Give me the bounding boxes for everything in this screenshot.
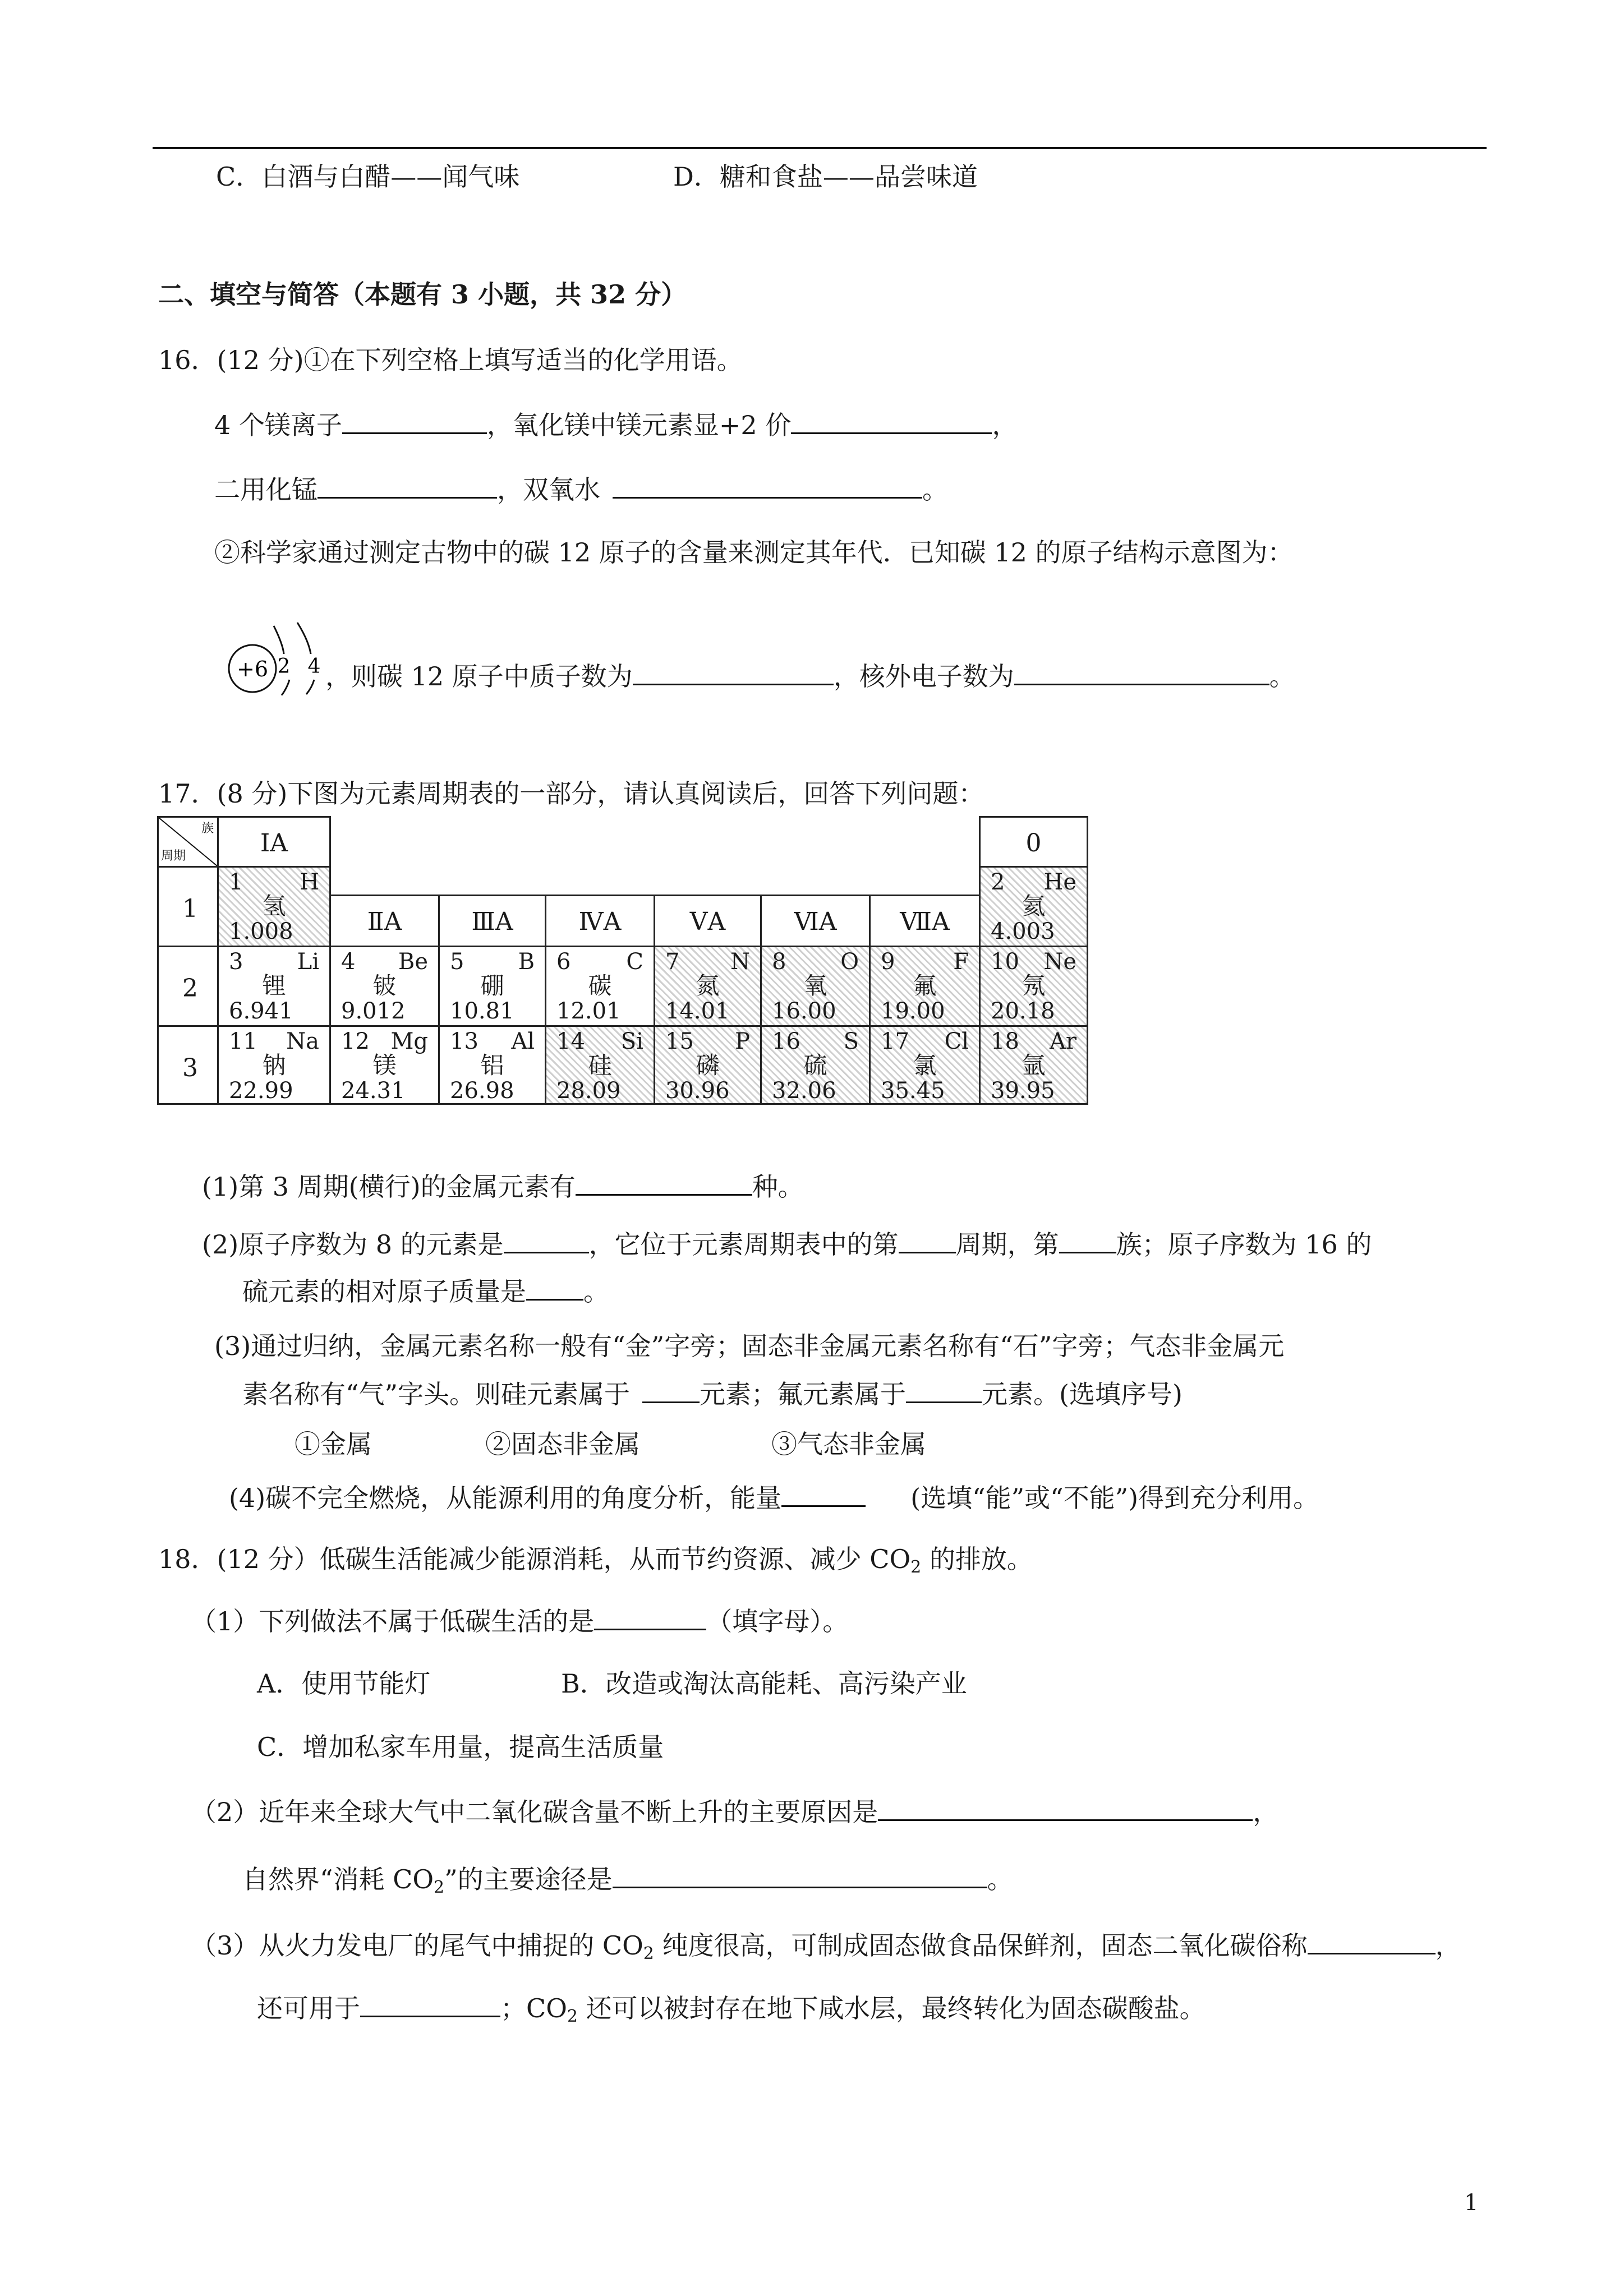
element-symbol: Be	[398, 949, 428, 975]
element-name: 锂	[262, 972, 286, 999]
q18-stem-text-b: 的排放。	[921, 1544, 1033, 1574]
q17-p2-text-f: 。	[583, 1276, 609, 1307]
q17-p3-text-b: 素名称有“气”字头。则硅元素属于	[242, 1379, 631, 1409]
element-number: 3	[229, 949, 243, 975]
element-number: 16	[772, 1029, 801, 1054]
element-mass: 30.96	[665, 1078, 730, 1104]
period-3-cell	[157, 1025, 219, 1105]
header-rule	[153, 147, 1487, 149]
element-number: 11	[229, 1029, 257, 1054]
element-cell-s	[760, 1025, 871, 1105]
element-mass: 32.06	[772, 1078, 836, 1104]
q16-line3-text-c: 。	[1269, 661, 1295, 691]
group-header-va	[654, 895, 762, 947]
element-symbol: Ar	[1049, 1029, 1076, 1054]
element-number: 15	[665, 1029, 694, 1054]
q17-p1-text-a: (1)第 3 周期(横行)的金属元素有	[202, 1172, 576, 1202]
q18-part2-cont	[242, 1862, 1013, 1896]
q17-part4	[229, 1481, 1319, 1515]
atom-shell1-label: 2	[277, 655, 291, 678]
element-number: 4	[341, 949, 356, 975]
element-number: 13	[450, 1029, 479, 1054]
element-mass: 26.98	[450, 1078, 514, 1104]
q17-stem: 17．(8 分)下图为元素周期表的一部分，请认真阅读后，回答下列问题：	[158, 778, 984, 809]
q16-blank-mno2[interactable]	[318, 472, 497, 499]
element-symbol: N	[730, 949, 750, 975]
q16-line3-text-b: ，核外电子数为	[833, 661, 1014, 691]
q18-blank-co2-rise[interactable]	[878, 1795, 1253, 1821]
group-label-ia: ⅠA	[260, 829, 288, 857]
q18-stem	[158, 1542, 1033, 1576]
element-mass: 22.99	[229, 1078, 293, 1104]
element-symbol: O	[840, 949, 859, 975]
q17-blank-s-mass[interactable]	[526, 1274, 583, 1301]
q18-stem-text-a: 18．(12 分）低碳生活能减少能源消耗，从而节约资源、减少 CO	[158, 1544, 911, 1574]
q16-line2-text-c: 。	[922, 474, 948, 505]
q16-line2-text-a: 二用化锰	[214, 474, 318, 505]
q16-line3-text-a: ，则碳 12 原子中质子数为	[325, 661, 633, 691]
q17-part3: (3)通过归纳，金属元素名称一般有“金”字旁；固态非金属元素名称有“石”字旁；气态非金属元	[214, 1331, 1285, 1361]
q17-blank-metal-count[interactable]	[576, 1169, 752, 1196]
q17-blank-element8[interactable]	[504, 1227, 589, 1253]
element-name: 氟	[913, 972, 937, 999]
element-name: 氩	[1022, 1052, 1046, 1079]
q17-p2-text-b: ，它位于元素周期表中的第	[588, 1229, 899, 1260]
group-header-0	[979, 816, 1088, 868]
element-name: 氖	[1022, 972, 1046, 999]
element-cell-p	[654, 1025, 762, 1105]
element-symbol: B	[518, 949, 535, 975]
element-cell-b	[438, 946, 546, 1027]
q17-part2-cont	[242, 1274, 609, 1308]
element-mass: 39.95	[991, 1078, 1055, 1104]
period-1-label: 1	[182, 895, 198, 923]
q18-part3-cont	[257, 1991, 1206, 2025]
group-label-0: 0	[1025, 829, 1042, 857]
element-name: 氧	[803, 972, 827, 999]
atom-nucleus-label: +6	[236, 657, 269, 681]
q18-p2-subscript: 2	[434, 1878, 445, 1897]
q16-line2-text-b: ，双氧水	[497, 474, 600, 505]
q17-option-2: ②固态非金属	[485, 1429, 640, 1459]
q16-line1-text-c: ，	[992, 410, 1018, 440]
option-c: C．白酒与白醋——闻气味	[216, 162, 520, 192]
q17-p2-text-e: 硫元素的相对原子质量是	[242, 1276, 526, 1307]
element-number: 6	[556, 949, 571, 975]
q18-p2-text-b: ，	[1253, 1797, 1279, 1827]
element-mass: 24.31	[341, 1078, 406, 1104]
corner-period-label: 周期	[161, 849, 186, 863]
group-header-iva	[545, 895, 655, 947]
element-mass: 28.09	[556, 1078, 621, 1104]
group-header-via	[760, 895, 871, 947]
period-3-label: 3	[182, 1054, 198, 1082]
q16-line1-text-a: 4 个镁离子	[214, 410, 342, 440]
element-name: 硼	[480, 972, 504, 999]
element-cell-na	[217, 1025, 331, 1105]
q17-blank-group[interactable]	[1059, 1227, 1116, 1253]
element-name: 氢	[262, 892, 286, 920]
group-header-ia	[217, 816, 331, 868]
q18-stem-subscript: 2	[910, 1557, 922, 1577]
carbon-atom-diagram	[218, 617, 296, 695]
element-symbol: C	[626, 949, 643, 975]
element-number: 2	[991, 869, 1005, 895]
q16-part2: ②科学家通过测定古物中的碳 12 原子的含量来测定其年代．已知碳 12 的原子结构示意图为：	[214, 537, 1294, 568]
element-number: 5	[450, 949, 464, 975]
element-cell-si	[545, 1025, 655, 1105]
q18-part3	[191, 1928, 1461, 1962]
element-mass: 14.01	[665, 998, 730, 1024]
element-cell-al	[438, 1025, 546, 1105]
element-cell-ne	[979, 946, 1088, 1027]
group-label-iiia: ⅢA	[471, 907, 513, 936]
q16-stem: 16．(12 分)①在下列空格上填写适当的化学用语。	[158, 345, 743, 375]
option-d: D．糖和食盐——品尝味道	[673, 162, 978, 192]
q18-blank-co2-consume[interactable]	[613, 1862, 987, 1888]
q18-p2-text-a: （2）近年来全球大气中二氧化碳含量不断上升的主要原因是	[191, 1797, 878, 1827]
periodic-table	[157, 816, 1088, 1105]
period-2-cell	[157, 946, 219, 1027]
q18-p3-text-c: ，	[1435, 1930, 1461, 1961]
q18-p3-text-d: 还可用于	[257, 1993, 360, 2023]
element-number: 17	[881, 1029, 909, 1054]
element-name: 钠	[262, 1052, 286, 1079]
element-symbol: Na	[286, 1029, 319, 1054]
q16-line3	[325, 659, 1295, 693]
q17-option-3: ③气态非金属	[771, 1429, 926, 1459]
q18-p3-text-b: 纯度很高，可制成固态做食品保鲜剂，固态二氧化碳俗称	[654, 1930, 1308, 1961]
q18-part1	[191, 1604, 848, 1638]
group-label-via: ⅥA	[794, 907, 837, 936]
element-symbol: P	[735, 1029, 750, 1054]
element-cell-c	[545, 946, 655, 1027]
element-cell-he	[979, 866, 1088, 947]
group-header-viia	[869, 895, 981, 947]
element-symbol: He	[1043, 869, 1076, 895]
q17-blank-si-class[interactable]	[642, 1377, 700, 1403]
page-number: 1	[1464, 2190, 1479, 2216]
atom-shell2-label: 4	[307, 655, 321, 678]
period-2-label: 2	[182, 974, 198, 1003]
element-name: 磷	[696, 1052, 720, 1079]
element-name: 铍	[372, 972, 397, 999]
q16-blank-mg-valence[interactable]	[791, 408, 992, 434]
q16-blank-mg-ion[interactable]	[342, 408, 487, 434]
element-symbol: F	[953, 949, 969, 975]
element-name: 氯	[913, 1052, 937, 1079]
q17-p1-text-b: 种。	[752, 1172, 804, 1202]
element-number: 18	[991, 1029, 1019, 1054]
q17-part1	[202, 1169, 804, 1204]
element-number: 9	[881, 949, 895, 975]
q17-p2-text-c: 周期，第	[955, 1229, 1059, 1260]
element-symbol: H	[300, 869, 319, 895]
element-number: 7	[665, 949, 680, 975]
element-cell-h	[217, 866, 331, 947]
q18-blank-dry-ice[interactable]	[1308, 1928, 1436, 1954]
element-cell-n	[654, 946, 762, 1027]
q18-p3-text-f: 还可以被封存在地下咸水层，最终转化为固态碳酸盐。	[578, 1993, 1206, 2023]
q16-line1	[214, 408, 1018, 442]
element-number: 8	[772, 949, 786, 975]
element-symbol: Cl	[944, 1029, 969, 1054]
q18-part2	[191, 1795, 1278, 1829]
element-name: 硅	[588, 1052, 612, 1079]
q17-part2	[202, 1227, 1372, 1261]
period-1-cell	[157, 866, 219, 947]
element-mass: 16.00	[772, 998, 836, 1024]
q16-line1-text-b: ，氧化镁中镁元素显+2 价	[486, 410, 792, 440]
element-symbol: S	[843, 1029, 859, 1054]
q18-p2-text-d: ”的主要途径是	[444, 1864, 613, 1894]
q18-p3-text-e: ；CO	[500, 1993, 567, 2023]
element-mass: 6.941	[229, 998, 293, 1024]
q17-p3-text-d: 元素。(选填序号)	[982, 1379, 1183, 1409]
element-cell-li	[217, 946, 331, 1027]
element-symbol: Al	[511, 1029, 535, 1054]
group-header-iia	[329, 895, 440, 947]
group-label-viia: ⅦA	[900, 907, 950, 936]
element-cell-cl	[869, 1025, 981, 1105]
group-label-iia: ⅡA	[367, 907, 402, 936]
element-mass: 12.01	[556, 998, 621, 1024]
element-name: 氮	[696, 972, 720, 999]
element-number: 10	[991, 949, 1019, 975]
q18-p2-text-c: 自然界“消耗 CO	[242, 1864, 434, 1894]
element-cell-mg	[329, 1025, 440, 1105]
group-header-iiia	[438, 895, 546, 947]
element-mass: 9.012	[341, 998, 406, 1024]
element-cell-be	[329, 946, 440, 1027]
q17-blank-energy[interactable]	[781, 1481, 866, 1507]
q18-p3e-subscript: 2	[567, 2007, 578, 2026]
element-symbol: Li	[297, 949, 319, 975]
element-name: 硫	[803, 1052, 827, 1079]
q18-p1-text-b: （填字母）。	[706, 1606, 849, 1636]
q16-blank-protons[interactable]	[633, 659, 834, 685]
q17-option-1: ①金属	[295, 1429, 372, 1459]
group-label-iva: ⅣA	[578, 907, 622, 936]
q18-option-b: B．改造或淘汰高能耗、高污染产业	[561, 1668, 967, 1699]
element-mass: 20.18	[991, 998, 1055, 1024]
element-name: 镁	[372, 1052, 397, 1079]
q18-p1-text-a: （1）下列做法不属于低碳生活的是	[191, 1606, 595, 1636]
element-mass: 1.008	[229, 919, 293, 944]
q18-p3-subscript: 2	[643, 1944, 654, 1963]
element-mass: 35.45	[881, 1078, 945, 1104]
element-cell-ar	[979, 1025, 1088, 1105]
q18-blank-not-lowcarbon[interactable]	[594, 1604, 706, 1630]
q17-p2-text-a: (2)原子序数为 8 的元素是	[202, 1229, 504, 1260]
q16-line2	[214, 472, 948, 506]
element-mass: 19.00	[881, 998, 945, 1024]
element-cell-f	[869, 946, 981, 1027]
element-symbol: Mg	[390, 1029, 428, 1054]
element-cell-o	[760, 946, 871, 1027]
q17-p3-text-c: 元素；氟元素属于	[700, 1379, 907, 1409]
q16-blank-h2o2[interactable]	[613, 472, 922, 499]
q18-p3-text-a: （3）从火力发电厂的尾气中捕捉的 CO	[191, 1930, 643, 1961]
q17-p2-text-d: 族；原子序数为 16 的	[1116, 1229, 1372, 1260]
q18-blank-use[interactable]	[360, 1991, 500, 2017]
element-number: 12	[341, 1029, 370, 1054]
q17-part3-cont	[242, 1377, 1183, 1411]
q17-p4-text-a: (4)碳不完全燃烧，从能源利用的角度分析，能量	[229, 1483, 782, 1513]
q18-p2-text-e: 。	[987, 1864, 1013, 1894]
element-name: 氦	[1022, 892, 1046, 920]
element-mass: 10.81	[450, 998, 514, 1024]
q17-p4-text-b: (选填“能”或“不能”)得到充分利用。	[910, 1483, 1319, 1513]
corner-group-label: 族	[201, 822, 214, 836]
q18-option-a: A．使用节能灯	[257, 1668, 431, 1699]
table-corner-cell	[157, 816, 219, 868]
group-label-va: ⅤA	[689, 907, 726, 936]
section-title: 二、填空与简答（本题有 3 小题，共 32 分）	[158, 279, 687, 310]
element-name: 铝	[480, 1052, 504, 1079]
element-mass: 4.003	[991, 919, 1055, 944]
element-number: 1	[229, 869, 243, 895]
q18-option-c: C．增加私家车用量，提高生活质量	[257, 1732, 664, 1762]
element-symbol: Ne	[1043, 949, 1076, 975]
element-number: 14	[556, 1029, 585, 1054]
q17-blank-f-class[interactable]	[906, 1377, 982, 1403]
q17-blank-period[interactable]	[899, 1227, 956, 1253]
element-name: 碳	[588, 972, 612, 999]
element-symbol: Si	[620, 1029, 643, 1054]
q16-blank-electrons[interactable]	[1014, 659, 1269, 685]
